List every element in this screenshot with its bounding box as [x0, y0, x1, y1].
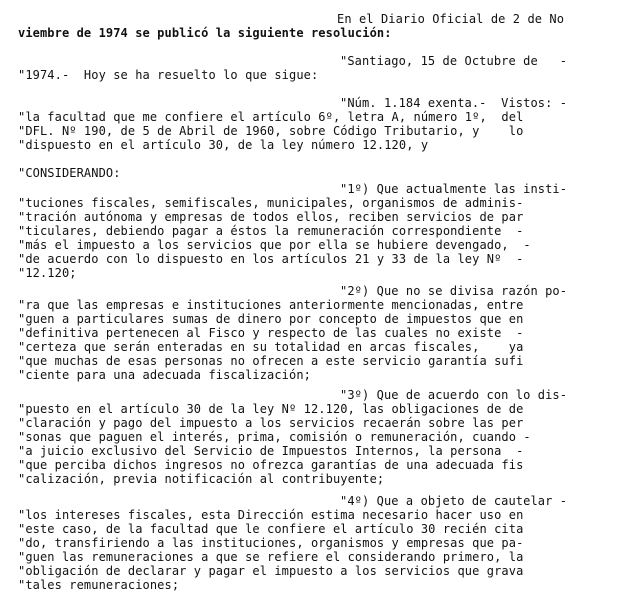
text-line: "a juicio exclusivo del Servicio de Impuestos Internos, la persona -	[18, 444, 524, 458]
text-line: "obligación de declarar y pagar el impuesto a los servicios que grava	[18, 564, 524, 578]
text-line: viembre de 1974 se publicó la siguiente resolución:	[18, 26, 392, 40]
text-line: "guen a particulares sumas de dinero por concepto de impuestos que en	[18, 312, 524, 326]
text-line: "claración y pago del impuesto a los servicios recaerán sobre las per	[18, 416, 524, 430]
text-line: "ra que las empresas e instituciones anteriormente mencionadas, entre	[18, 298, 524, 312]
text-line: "guen las remuneraciones a que se refiere el considerando primero, la	[18, 550, 524, 564]
text-line: "certeza que serán enteradas en su totalidad en arcas fiscales, ya	[18, 340, 524, 354]
text-line: "definitiva pertenecen al Fisco y respecto de las cuales no existe -	[18, 326, 524, 340]
text-line: "este caso, de la facultad que le confiere el artículo 30 recién cita	[18, 522, 524, 536]
text-line: "1º) Que actualmente las insti-	[340, 182, 568, 196]
text-line: "puesto en el artículo 30 de la ley Nº 12.120, las obligaciones de de	[18, 402, 524, 416]
text-line: "tración autónoma y empresas de todos ellos, reciben servicios de par	[18, 210, 524, 224]
text-line: "2º) Que no se divisa razón po-	[340, 284, 568, 298]
text-line: "sonas que paguen el interés, prima, comisión o remuneración, cuando -	[18, 430, 531, 444]
text-line: "DFL. Nº 190, de 5 de Abril de 1960, sobre Código Tributario, y lo	[18, 124, 524, 138]
text-line: "1974.- Hoy se ha resuelto lo que sigue:	[18, 68, 319, 82]
text-line: "3º) Que de acuerdo con lo dis-	[340, 388, 568, 402]
text-line: "Santiago, 15 de Octubre de -	[340, 54, 568, 68]
text-line: "tales remuneraciones;	[18, 578, 180, 592]
text-line: "que muchas de esas personas no ofrecen a este servicio garantía sufi	[18, 354, 524, 368]
text-line: "que perciba dichos ingresos no ofrezca garantías de una adecuada fis	[18, 458, 524, 472]
text-line: "Núm. 1.184 exenta.- Vistos: -	[340, 96, 568, 110]
text-line: "de acuerdo con lo dispuesto en los artículos 21 y 33 de la ley Nº -	[18, 252, 524, 266]
text-line: "do, transfiriendo a las instituciones, organismos y empresas que pa-	[18, 536, 524, 550]
text-line: En el Diario Oficial de 2 de No	[337, 12, 565, 26]
text-line: "la facultad que me confiere el artículo 6º, letra A, número 1º, del	[18, 110, 524, 124]
text-line: "calización, previa notificación al contribuyente;	[18, 472, 385, 486]
text-line: "ciente para una adecuada fiscalización;	[18, 368, 311, 382]
text-line: "tuciones fiscales, semifiscales, municipales, organismos de adminis-	[18, 196, 524, 210]
text-line: "dispuesto en el artículo 30, de la ley número 12.120, y	[18, 138, 429, 152]
text-line: "4º) Que a objeto de cautelar -	[340, 494, 568, 508]
section-heading: "CONSIDERANDO:	[18, 166, 121, 180]
text-line: "ticulares, debiendo pagar a éstos la remuneración correspondiente -	[18, 224, 524, 238]
text-line: "más el impuesto a los servicios que por ella se hubiere devengado, -	[18, 238, 531, 252]
text-line: "los intereses fiscales, esta Dirección estima necesario hacer uso en	[18, 508, 524, 522]
text-line: "12.120;	[18, 266, 77, 280]
